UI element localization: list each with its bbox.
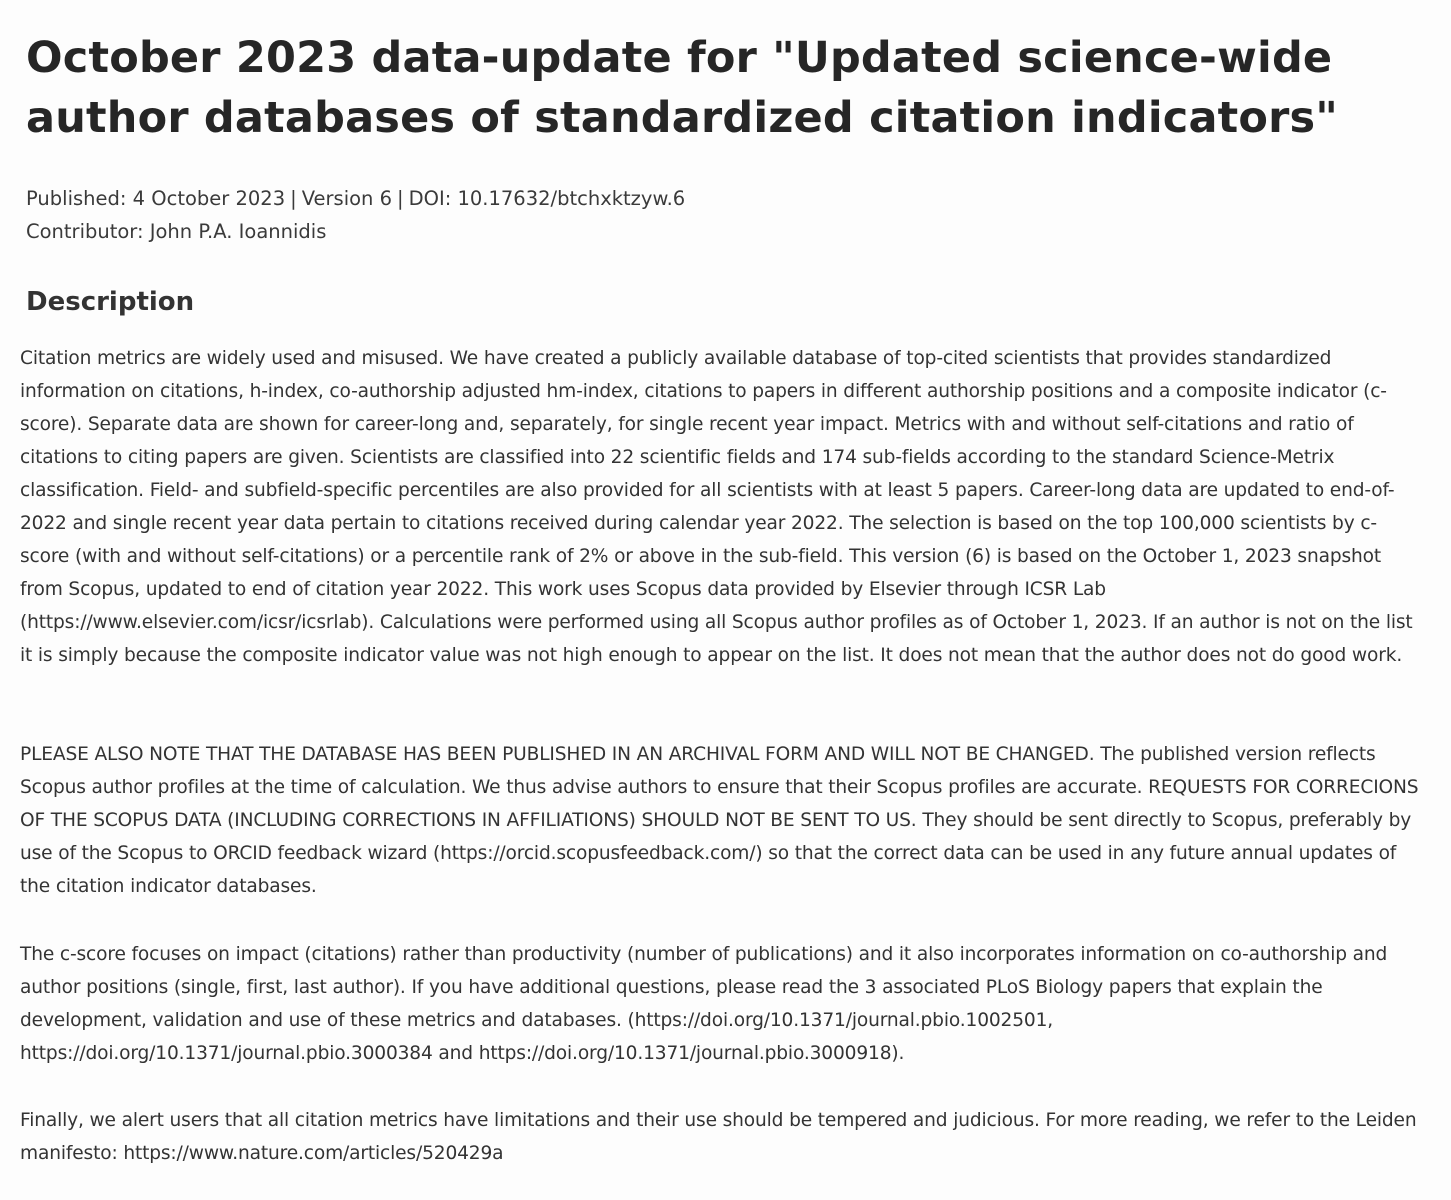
contributor-line: Contributor: John P.A. Ioannidis xyxy=(26,220,327,243)
description-paragraph: Citation metrics are widely used and misused. We have created a publicly available database of top-cited scientists that provides standardized information on citations, h-index, co-authorship adjusted hm-index, citations to papers in different authorship positions and a composite indicator (c-score). Separate data are shown for career-long and, separately, for single recent year impact. Metrics with and without self-citations and ratio of citations to citing papers are given. Scientists are classified into 22 scientific fields and 174 sub-fields according to the standard Science-Metrix classification. Field- and subfield-specific percentiles are also provided for all scientists with at least 5 papers. Career-long data are updated to end-of-2022 and single recent year data pertain to citations received during calendar year 2022. The selection is based on the top 100,000 scientists by c-score (with and without self-citations) or a percentile rank of 2% or above in the sub-field. This version (6) is based on the October 1, 2023 snapshot from Scopus, updated to end of citation year 2022. This work uses Scopus data provided by Elsevier through ICSR Lab (https://www.elsevier.com/icsr/icsrlab). Calculations were performed using all Scopus author profiles as of October 1, 2023. If an author is not on the list it is simply because the composite indicator value was not high enough to appear on the list. It does not mean that the author does not do good work. xyxy=(20,348,1413,666)
description-paragraph: The c-score focuses on impact (citations) rather than productivity (number of publications) and it also incorporates information on co-authorship and author positions (single, first, last author). If you have additional questions, please read the 3 associated PLoS Biology papers that explain the development, validation and use of these metrics and databases. (https://doi.org/10.1371/journal.pbio.1002501, https://doi.org/10.1371/journal.pbio.3000384 and https://doi.org/10.1371/journal.pbio.3000918). xyxy=(20,944,1388,1064)
version-label: Version 6 xyxy=(301,187,393,210)
publication-meta xyxy=(26,182,1426,248)
published-date: Published: 4 October 2023 xyxy=(26,187,286,210)
publication-line xyxy=(26,182,1426,215)
description-paragraph: Finally, we alert users that all citation metrics have limitations and their use should be tempered and judicious. For more reading, we refer to the Leiden manifesto: https://www.nature.com/articles/520429a xyxy=(20,1110,1417,1164)
meta-separator: | xyxy=(397,187,404,210)
description-heading: Description xyxy=(26,287,195,317)
doi-label: DOI: 10.17632/btchxktzyw.6 xyxy=(408,187,686,210)
meta-separator: | xyxy=(290,187,297,210)
page-title: October 2023 data-update for "Updated science-wide author databases of standardized citation indicators" xyxy=(26,33,1338,143)
description-paragraph: PLEASE ALSO NOTE THAT THE DATABASE HAS BEEN PUBLISHED IN AN ARCHIVAL FORM AND WILL NOT BE CHANGED. The published version reflects Scopus author profiles at the time of calculation. We thus advise authors to ensure that their Scopus profiles are accurate. REQUESTS FOR CORRECIONS OF THE SCOPUS DATA (INCLUDING CORRECTIONS IN AFFILIATIONS) SHOULD NOT BE SENT TO US. They should be sent directly to Scopus, preferably by use of the Scopus to ORCID feedback wizard (https://orcid.scopusfeedback.com/) so that the correct data can be used in any future annual updates of the citation indicator databases. xyxy=(20,744,1419,897)
